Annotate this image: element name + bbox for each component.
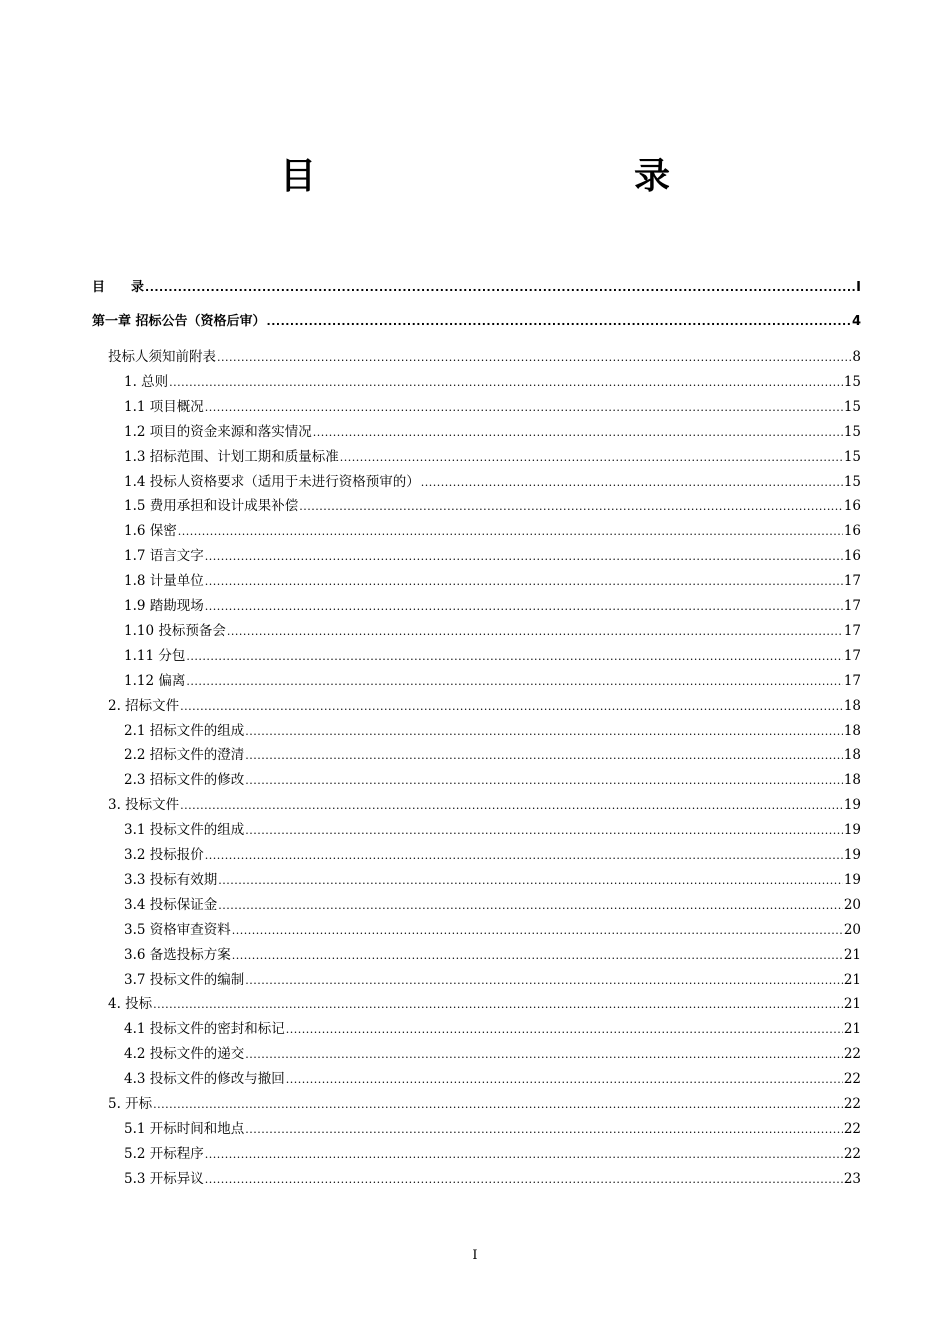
toc-entry[interactable] bbox=[92, 472, 861, 492]
toc-leader-dots bbox=[205, 1144, 843, 1165]
toc-leader-dots bbox=[218, 870, 843, 891]
toc-leader-dots bbox=[180, 696, 843, 717]
toc-leader-dots bbox=[145, 278, 855, 298]
toc-entry[interactable] bbox=[92, 646, 861, 666]
toc-entry-page: 18 bbox=[843, 697, 861, 714]
toc-leader-dots bbox=[169, 372, 843, 393]
toc-entry-title: 1.8 计量单位 bbox=[124, 573, 204, 590]
toc-entry-title: 1. 总则 bbox=[124, 373, 169, 390]
toc-entry-title: 3.6 备选投标方案 bbox=[124, 946, 231, 963]
toc-entry[interactable] bbox=[92, 994, 861, 1014]
toc-entry-page: 22 bbox=[843, 1145, 861, 1162]
toc-leader-dots bbox=[421, 472, 843, 493]
toc-entry[interactable] bbox=[92, 422, 861, 442]
toc-entry[interactable] bbox=[92, 895, 861, 915]
toc-entry[interactable] bbox=[92, 1094, 861, 1114]
toc-entry[interactable] bbox=[92, 696, 861, 716]
toc-entry-page: 20 bbox=[843, 896, 861, 913]
toc-entry-page: 18 bbox=[843, 747, 861, 764]
toc-leader-dots bbox=[245, 745, 843, 766]
toc-leader-dots bbox=[232, 920, 843, 941]
toc-entry-title: 5.1 开标时间和地点 bbox=[124, 1120, 245, 1137]
toc-entry-title: 2. 招标文件 bbox=[108, 697, 180, 714]
toc-entry-title: 1.5 费用承担和设计成果补偿 bbox=[124, 498, 299, 515]
toc-entry-title: 1.10 投标预备会 bbox=[124, 622, 226, 639]
toc-entry-page: 16 bbox=[843, 523, 861, 540]
toc-entry-title: 3.1 投标文件的组成 bbox=[124, 822, 245, 839]
toc-entry-title: 1.11 分包 bbox=[124, 647, 186, 664]
toc-entry-title: 3.7 投标文件的编制 bbox=[124, 971, 245, 988]
toc-entry-page: 23 bbox=[843, 1170, 861, 1187]
toc-entry[interactable] bbox=[92, 820, 861, 840]
toc-entry-title: 第一章 招标公告（资格后审） bbox=[92, 314, 266, 329]
toc-entry[interactable] bbox=[92, 1119, 861, 1139]
toc-leader-dots bbox=[245, 820, 843, 841]
toc-entry[interactable] bbox=[92, 770, 861, 790]
toc-entry-title: 2.2 招标文件的澄清 bbox=[124, 747, 245, 764]
toc-leader-dots bbox=[218, 895, 843, 916]
toc-entry[interactable] bbox=[92, 372, 861, 392]
toc-entry-page: 18 bbox=[843, 772, 861, 789]
toc-entry[interactable] bbox=[92, 1019, 861, 1039]
toc-entry-title: 1.4 投标人资格要求（适用于未进行资格预审的） bbox=[124, 473, 420, 490]
toc-entry-title: 1.3 招标范围、计划工期和质量标准 bbox=[124, 448, 339, 465]
toc-entry-title: 3.3 投标有效期 bbox=[124, 871, 218, 888]
toc-entry[interactable] bbox=[92, 1044, 861, 1064]
page-title: 目 录 bbox=[279, 156, 752, 197]
toc-leader-dots bbox=[232, 945, 843, 966]
toc-entry-page: 19 bbox=[843, 847, 861, 863]
toc-entry-title: 5.2 开标程序 bbox=[124, 1145, 204, 1162]
toc-entry-title: 3.5 资格审查资料 bbox=[124, 921, 231, 938]
toc-leader-dots bbox=[267, 312, 851, 332]
toc-entry[interactable] bbox=[92, 1069, 861, 1089]
toc-entry-title: 2.3 招标文件的修改 bbox=[124, 772, 245, 789]
toc-entry[interactable] bbox=[92, 521, 861, 541]
toc-entry-page: 19 bbox=[843, 797, 861, 814]
toc-entry-page: 21 bbox=[843, 946, 861, 963]
toc-leader-dots bbox=[227, 621, 843, 642]
toc-leader-dots bbox=[178, 521, 843, 542]
toc-entry[interactable] bbox=[92, 795, 861, 815]
toc-leader-dots bbox=[153, 1094, 843, 1115]
toc-entry[interactable] bbox=[92, 1169, 861, 1189]
toc-leader-dots bbox=[180, 795, 843, 816]
toc-entry-title: 4.2 投标文件的递交 bbox=[124, 1046, 245, 1063]
toc-entry-title: 目 录 bbox=[92, 280, 145, 295]
toc-entry-page: 21 bbox=[843, 971, 861, 988]
toc-entry-page: 19 bbox=[843, 871, 861, 888]
toc-leader-dots bbox=[205, 596, 843, 617]
toc-entry-page: 22 bbox=[843, 1120, 861, 1137]
toc-entry-title: 1.12 偏离 bbox=[124, 672, 186, 689]
toc-entry[interactable] bbox=[92, 945, 861, 965]
toc-leader-dots bbox=[217, 347, 851, 368]
toc-entry-title: 4. 投标 bbox=[108, 996, 153, 1013]
toc-entry-page: 15 bbox=[843, 473, 861, 490]
toc-leader-dots bbox=[340, 447, 843, 468]
toc-entry-page: 20 bbox=[843, 921, 861, 938]
toc-entry[interactable] bbox=[92, 347, 861, 367]
toc-entry[interactable] bbox=[92, 621, 861, 641]
toc-entry-page: 4 bbox=[851, 314, 861, 329]
toc-leader-dots bbox=[153, 994, 843, 1015]
toc-entry[interactable] bbox=[92, 447, 861, 467]
toc-entry-title: 3.4 投标保证金 bbox=[124, 896, 218, 913]
toc-entry-title: 1.9 踏勘现场 bbox=[124, 598, 204, 614]
toc-entry-page: 22 bbox=[843, 1071, 861, 1088]
toc-leader-dots bbox=[205, 1169, 843, 1190]
toc-leader-dots bbox=[245, 970, 843, 991]
toc-entry-title: 4.3 投标文件的修改与撤回 bbox=[124, 1071, 285, 1088]
toc-entry-title: 2.1 招标文件的组成 bbox=[124, 722, 245, 739]
toc-entry-page: I bbox=[856, 280, 861, 295]
toc-entry-page: 19 bbox=[843, 822, 861, 839]
toc-entry-page: 17 bbox=[843, 573, 861, 590]
toc-leader-dots bbox=[186, 671, 842, 692]
toc-leader-dots bbox=[299, 496, 843, 517]
toc-entry-title: 5.3 开标异议 bbox=[124, 1170, 204, 1187]
toc-entry-title: 1.1 项目概况 bbox=[124, 398, 204, 415]
toc-entry-page: 17 bbox=[843, 672, 861, 689]
toc-entry[interactable] bbox=[92, 920, 861, 940]
toc-entry-page: 22 bbox=[843, 1096, 861, 1112]
toc-leader-dots bbox=[245, 1044, 843, 1065]
toc-leader-dots bbox=[286, 1069, 843, 1090]
toc-leader-dots bbox=[245, 1119, 843, 1140]
toc-leader-dots bbox=[313, 422, 843, 443]
toc-leader-dots bbox=[245, 770, 843, 791]
toc-leader-dots bbox=[186, 646, 842, 667]
toc-leader-dots bbox=[245, 721, 843, 742]
toc-entry-title: 1.2 项目的资金来源和落实情况 bbox=[124, 423, 312, 440]
toc-entry-page: 22 bbox=[843, 1046, 861, 1063]
toc-entry[interactable] bbox=[92, 870, 861, 890]
toc-entry[interactable] bbox=[92, 1144, 861, 1164]
toc-entry-title: 投标人须知前附表 bbox=[108, 349, 216, 365]
toc-entry[interactable] bbox=[92, 496, 861, 516]
toc-entry[interactable] bbox=[92, 745, 861, 765]
toc-entry[interactable] bbox=[92, 278, 861, 298]
toc-entry-page: 15 bbox=[843, 373, 861, 390]
toc-entry-page: 8 bbox=[852, 349, 861, 365]
toc-entry-page: 15 bbox=[843, 423, 861, 440]
toc-entry-page: 17 bbox=[843, 647, 861, 664]
toc-entry-page: 21 bbox=[843, 996, 861, 1013]
toc-entry-page: 15 bbox=[843, 448, 861, 465]
page-number: I bbox=[472, 1248, 478, 1263]
toc-entry-title: 1.7 语言文字 bbox=[124, 548, 204, 565]
toc-entry[interactable] bbox=[92, 596, 861, 616]
toc-entry[interactable] bbox=[92, 671, 861, 691]
toc-entry[interactable] bbox=[92, 721, 861, 741]
toc-entry-page: 16 bbox=[843, 548, 861, 565]
toc-entry[interactable] bbox=[92, 970, 861, 990]
toc-entry[interactable] bbox=[92, 571, 861, 591]
toc-leader-dots bbox=[205, 546, 843, 567]
toc-leader-dots bbox=[205, 397, 843, 418]
toc-leader-dots bbox=[205, 571, 843, 592]
toc-entry-title: 5. 开标 bbox=[108, 1096, 153, 1112]
toc-entry[interactable] bbox=[92, 397, 861, 417]
toc-entry-title: 1.6 保密 bbox=[124, 523, 177, 540]
toc-entry-page: 21 bbox=[843, 1021, 861, 1038]
toc-leader-dots bbox=[286, 1019, 843, 1040]
toc-entry-title: 3.2 投标报价 bbox=[124, 847, 204, 863]
toc-entry-title: 3. 投标文件 bbox=[108, 797, 180, 814]
toc-entry[interactable] bbox=[92, 546, 861, 566]
toc-entry-page: 17 bbox=[843, 622, 861, 639]
toc-entry[interactable] bbox=[92, 845, 861, 865]
toc-leader-dots bbox=[205, 845, 843, 866]
toc-entry-page: 16 bbox=[843, 498, 861, 515]
toc-entry-page: 18 bbox=[843, 722, 861, 739]
toc-entry[interactable] bbox=[92, 312, 861, 332]
toc-entry-title: 4.1 投标文件的密封和标记 bbox=[124, 1021, 285, 1038]
toc-entry-page: 15 bbox=[843, 398, 861, 415]
toc-entry-page: 17 bbox=[843, 598, 861, 614]
